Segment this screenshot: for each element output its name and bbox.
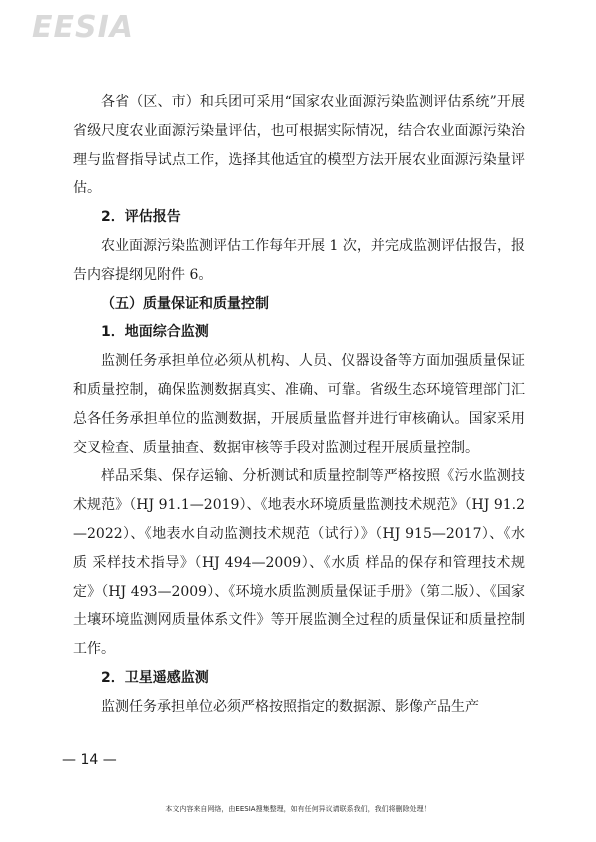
paragraph: 监测任务承担单位必须严格按照指定的数据源、影像产品生产	[101, 698, 479, 715]
section-heading: （五）质量保证和质量控制	[101, 295, 269, 312]
paragraph: 各省（区、市）和兵团可采用“国家农业面源污染监测评估系统”开展省级尺度农业面源污染量评估，也可根据实际情况，结合农业面源污染治理与监督指导试点工作，选择其他适宜的模型方法开展农业面源污染量评估。	[73, 94, 525, 197]
paragraph: 样品采集、保存运输、分析测试和质量控制等严格按照《污水监测技术规范》（HJ 91.1—2019）、《地表水环境质量监测技术规范》（HJ 91.2—2022）、《地表水自动监测技术规范（试行）》（HJ 915—2017）、《水质 采样技术指导》（HJ 494—2009）、《水质 样品的保存和管理技术规定》（HJ 493—2009）、《环境水质监测质量保证手册》（第二版）、《国家土壤环境监测网质量体系文件》等开展监测全过程的质量保证和质量控制工作。	[73, 468, 525, 658]
document-body	[73, 88, 525, 722]
section-heading: 1．地面综合监测	[101, 324, 209, 341]
paragraph: 监测任务承担单位必须从机构、人员、仪器设备等方面加强质量保证和质量控制，确保监测数据真实、准确、可靠。省级生态环境管理部门汇总各任务承担单位的监测数据，开展质量监督并进行审核确认。国家采用交叉检查、质量抽查、数据审核等手段对监测过程开展质量控制。	[73, 353, 525, 456]
section-heading: 2．评估报告	[101, 209, 181, 226]
section-heading: 2．卫星遥感监测	[101, 669, 209, 686]
eesia-logo: EESIA	[32, 10, 134, 45]
page-number: — 14 —	[62, 752, 117, 768]
paragraph: 农业面源污染监测评估工作每年开展 1 次，并完成监测评估报告，报告内容提纲见附件 6。	[73, 237, 525, 283]
footer-note: 本文内容来自网络，由EESIA搜集整理，如有任何异议请联系我们，我们将删除处理！	[165, 805, 431, 813]
